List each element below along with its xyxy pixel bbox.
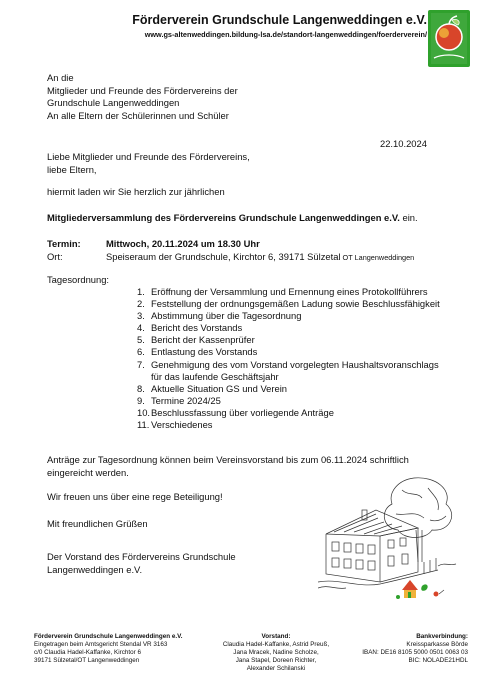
agenda-item xyxy=(137,286,440,298)
footer-center-title: Vorstand: xyxy=(261,633,291,640)
agenda-num: 4. xyxy=(137,322,145,334)
agenda-num: 7. xyxy=(137,358,145,370)
agenda-text: Beschlussfassung über vorliegende Anträge xyxy=(151,406,334,418)
signature xyxy=(47,551,236,576)
address-line: Grundschule Langenweddingen xyxy=(47,97,180,109)
header-url[interactable]: www.gs-altenweddingen.bildung-lsa.de/standort-langenweddingen/foerderverein/ xyxy=(144,30,427,39)
footer-right-line: IBAN: DE16 8105 5000 0501 0063 03 xyxy=(362,649,468,657)
footer-left-line: 39171 Sülzetal/OT Langenweddingen xyxy=(34,657,140,665)
agenda-list xyxy=(137,286,440,431)
salutation-line: liebe Eltern, xyxy=(47,163,97,175)
agenda-num: 11. xyxy=(137,419,150,431)
agenda-num: 10. xyxy=(137,406,151,418)
footer-left-title: Förderverein Grundschule Langenweddingen e.V. xyxy=(34,633,183,640)
agenda-text: Genehmigung des vom Vorstand vorgelegten Haushaltsvoranschlags xyxy=(151,358,439,370)
agenda-text: Bericht der Kassenprüfer xyxy=(151,334,255,346)
footer-right-line: BIC: NOLADE21HDL xyxy=(408,657,468,665)
address-block xyxy=(47,72,238,122)
school-building-sketch xyxy=(318,470,466,605)
footer-center-line: Alexander Schilanski xyxy=(246,665,306,673)
agenda-text: Bericht des Vorstands xyxy=(151,322,243,334)
agenda-text: Verschiedenes xyxy=(151,419,213,431)
footer-center-line: Jana Stapel, Doreen Richter, xyxy=(235,657,317,665)
header-title: Förderverein Grundschule Langenweddingen e.V. xyxy=(132,13,427,27)
antraege-line: eingereicht werden. xyxy=(47,466,129,478)
ort-suffix: OT Langenweddingen xyxy=(340,253,415,262)
agenda-num: 3. xyxy=(137,310,145,322)
agenda-num: 2. xyxy=(137,298,145,310)
gruss-text: Mit freundlichen Grüßen xyxy=(47,518,148,529)
agenda-num: 8. xyxy=(137,382,145,394)
agenda-text: Aktuelle Situation GS und Verein xyxy=(151,382,288,394)
footer-center-line: Jana Mracek, Nadine Scholze, xyxy=(233,649,319,657)
apple-tree-logo-icon xyxy=(428,10,470,67)
agenda-num: 1. xyxy=(137,286,145,297)
address-line: An die xyxy=(47,72,74,83)
meeting-title: Mitgliederversammlung des Fördervereins Grundschule Langenweddingen e.V. xyxy=(47,212,400,223)
footer-right-line: Kreissparkasse Börde xyxy=(406,641,468,649)
footer-right-title: Bankverbindung: xyxy=(416,633,468,640)
footer-right xyxy=(330,633,468,665)
agenda-item xyxy=(137,383,440,395)
agenda-text: Feststellung der ordnungsgemäßen Ladung sowie Beschlussfähigkeit xyxy=(151,298,440,310)
agenda-num: 5. xyxy=(137,334,145,346)
footer-center-line: Claudia Hadel-Kaffanke, Astrid Preuß, xyxy=(222,641,330,649)
termin-value: Mittwoch, 20.11.2024 um 18.30 Uhr xyxy=(106,238,260,249)
termin-label: Termin: xyxy=(47,238,81,249)
signature-line: Der Vorstand des Fördervereins Grundschule xyxy=(47,551,236,562)
agenda-text: Abstimmung über die Tagesordnung xyxy=(151,310,302,322)
agenda-text: Entlastung des Vorstands xyxy=(151,346,258,358)
agenda-item xyxy=(137,322,440,334)
meeting-title-suffix: ein. xyxy=(399,212,418,223)
agenda-text: Termine 2024/25 xyxy=(151,394,221,406)
ort-value: Speiseraum der Grundschule, Kirchtor 6, 39171 Sülzetal xyxy=(106,251,341,262)
agenda-item xyxy=(137,407,440,419)
agenda-text-continued: für das laufende Geschäftsjahr xyxy=(151,370,279,382)
agenda-item xyxy=(137,359,440,371)
signature-line: Langenweddingen e.V. xyxy=(47,563,143,575)
agenda-item xyxy=(137,298,440,310)
agenda-item xyxy=(137,419,440,431)
footer-center xyxy=(206,633,346,673)
footer-left xyxy=(34,633,224,665)
address-line: An alle Eltern der Schülerinnen und Schüler xyxy=(47,109,229,121)
salutation xyxy=(47,151,250,176)
meeting-title-line xyxy=(47,212,418,225)
antraege-line: Anträge zur Tagesordnung können beim Vereinsvorstand bis zum 06.11.2024 schriftlich xyxy=(47,454,409,465)
agenda-item xyxy=(137,346,440,358)
ort-label: Ort: xyxy=(47,251,63,262)
footer-left-line: c/0 Claudia Hadel-Kaffanke, Kirchtor 6 xyxy=(34,649,141,657)
letter-date: 22.10.2024 xyxy=(380,138,427,149)
agenda-item xyxy=(137,334,440,346)
agenda-num: 9. xyxy=(137,394,145,406)
salutation-line: Liebe Mitglieder und Freunde des Fördervereins, xyxy=(47,151,250,162)
freude-text: Wir freuen uns über eine rege Beteiligung! xyxy=(47,491,223,502)
agenda-item xyxy=(137,395,440,407)
intro-text: hiermit laden wir Sie herzlich zur jährlichen xyxy=(47,186,225,197)
agenda-heading: Tagesordnung: xyxy=(47,274,110,285)
footer-left-line: Eingetragen beim Amtsgericht Stendal VR 3163 xyxy=(34,641,168,649)
agenda-num: 6. xyxy=(137,346,145,358)
address-line: Mitglieder und Freunde des Fördervereins der xyxy=(47,84,238,96)
agenda-text: Eröffnung der Versammlung und Ernennung eines Protokollführers xyxy=(151,286,428,297)
ort-value-line xyxy=(106,251,414,262)
agenda-item xyxy=(137,310,440,322)
